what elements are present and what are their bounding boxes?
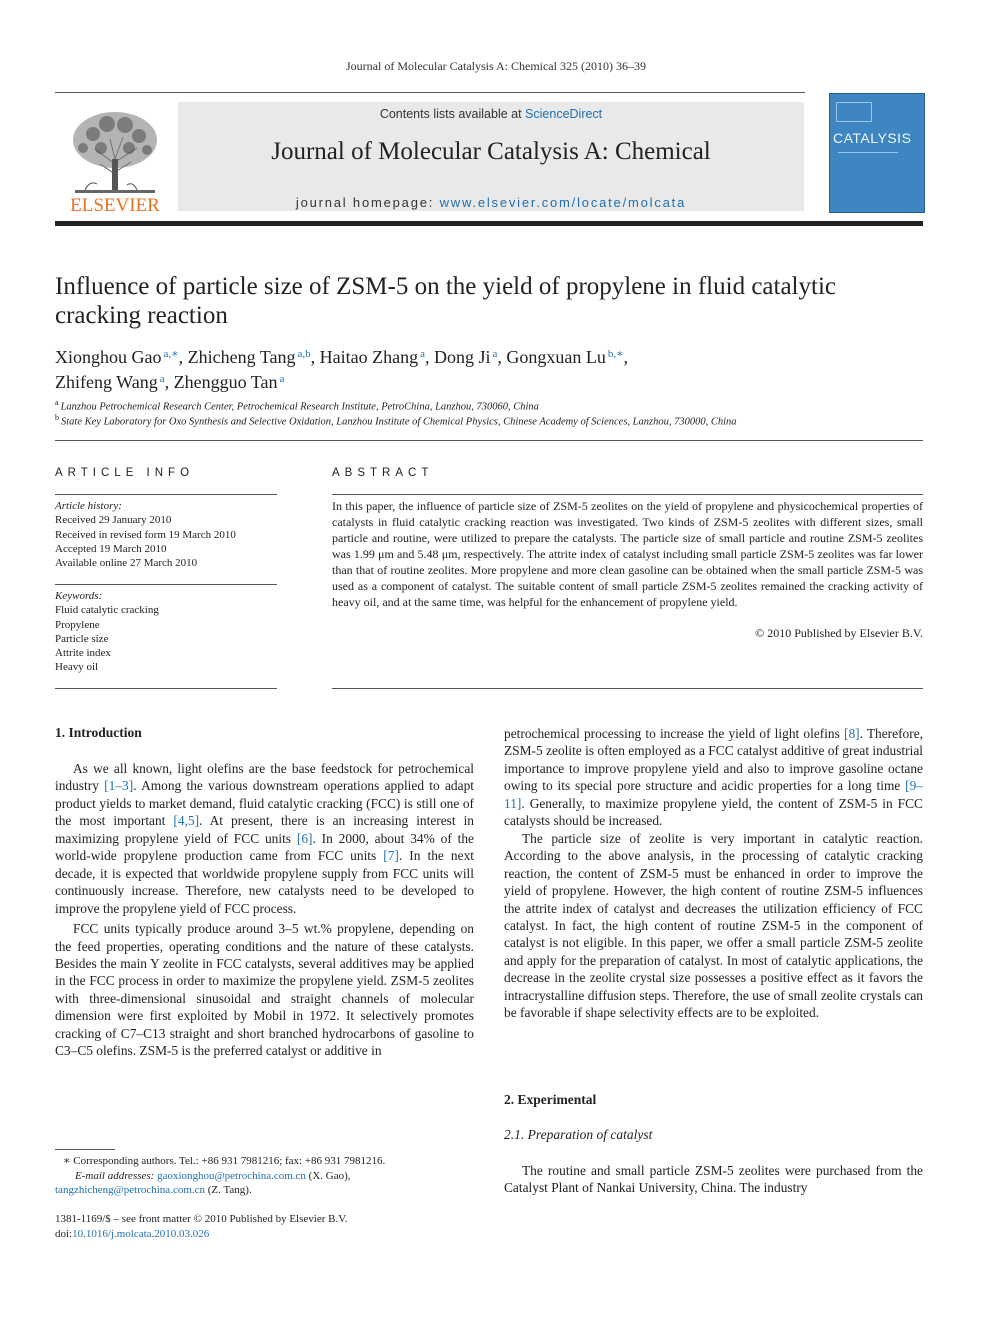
author-name: Zhengguo Tan [173, 372, 278, 392]
email-owner: (Z. Tang). [205, 1184, 252, 1196]
article-history [55, 499, 277, 570]
authors-line-1 [55, 343, 923, 368]
text-run: . In 2000, about 34% of the world-wide propylene production came from FCC units [55, 830, 474, 864]
footnote-line-2 [55, 1169, 475, 1184]
issn-line: 1381-1169/$ – see front matter © 2010 Published by Elsevier B.V. [55, 1213, 348, 1225]
elsevier-tree-icon [55, 104, 175, 214]
introduction-body [55, 760, 474, 1060]
affiliation-text: State Key Laboratory for Oxo Synthesis and Selective Oxidation, Lanzhou Institute of Chemical Physics, Chinese Academy of Sciences, Lanzhou, 730000, China [61, 416, 737, 428]
author-affil-mark[interactable]: b,∗ [607, 348, 624, 360]
author-sep: , [178, 347, 188, 367]
affiliation-rule [55, 440, 923, 441]
intro-paragraph-3 [504, 725, 923, 830]
article-title: Influence of particle size of ZSM-5 on the yield of propylene in fluid catalytic cracking reaction [55, 273, 836, 329]
author-name: Xionghou Gao [55, 347, 162, 367]
keyword: Heavy oil [55, 661, 99, 674]
text-run: As we all known, light olefins are the base feedstock for petrochemical industry [55, 761, 474, 794]
article-info-bottom-rule [55, 688, 277, 689]
corresponding-author-footnote [55, 1154, 475, 1198]
contents-prefix: Contents lists available at [379, 107, 526, 121]
author-affil-mark[interactable]: a [492, 348, 498, 360]
elsevier-wordmark: ELSEVIER [70, 195, 160, 214]
history-accepted: Accepted 19 March 2010 [55, 542, 167, 555]
author-affil-mark[interactable]: a,b [297, 348, 311, 360]
abstract-rule [332, 494, 923, 495]
journal-name: Journal of Molecular Catalysis A: Chemical [271, 138, 711, 165]
affiliation-text: Lanzhou Petrochemical Research Center, Petrochemical Research Institute, PetroChina, Lanzhou, 730060, China [60, 401, 539, 413]
author-list [55, 343, 923, 393]
abstract-text: In this paper, the influence of particle size of ZSM-5 zeolites on the yield of propylene and physicochemical properties of catalysts in fluid catalytic cracking reaction was investigated. Two kinds of ZSM-5 zeolites with different sizes, small particle and routine, were utilized to prepare the catalysts. The particle size of small particle and routine ZSM-5 zeolites was 1.99 μm and 5.48 μm, respectively. The attrite index of catalyst including small particle ZSM-5 zeolites was far lower than that of routine zeolites. More propylene and more clean gasoline can be obtained when the small particle ZSM-5 was used as a component of catalyst. The suitable content of small particle ZSM-5 zeolites remained the cracking activity of heavy oil, and at the same time, was helpful for the enhancement of propylene yield. [332, 499, 923, 609]
author-affil-mark[interactable]: a [159, 373, 165, 385]
doi-prefix: doi: [55, 1227, 73, 1240]
article-info-heading: ARTICLE INFO [55, 467, 195, 479]
history-received: Received 29 January 2010 [55, 514, 172, 527]
section-experimental-title: 2. Experimental [504, 1092, 597, 1107]
journal-cover [829, 93, 925, 213]
author-name: Gongxuan Lu [506, 347, 606, 367]
text-run: petrochemical processing to increase the yield of light olefins [504, 726, 844, 741]
keywords-rule [55, 584, 277, 585]
footnote-line-1: ∗ Corresponding authors. Tel.: +86 931 7981216; fax: +86 931 7981216. [63, 1155, 386, 1167]
doi-line [55, 1227, 348, 1242]
history-revised: Received in revised form 19 March 2010 [55, 528, 236, 541]
email-link[interactable]: gaoxionghou@petrochina.com.cn [157, 1169, 306, 1182]
cover-divider [838, 152, 898, 153]
authors-line-2 [55, 368, 923, 393]
homepage-prefix: journal homepage: [295, 195, 440, 210]
author-affil-mark[interactable]: a,∗ [163, 348, 179, 360]
citation-link[interactable]: [1–3] [104, 778, 134, 794]
preparation-body [504, 1162, 923, 1197]
text-run: . Among the various downstream operations applied to adapt product yields to market demand, fluid catalytic cracking (FCC) is still one of the most important [55, 778, 474, 829]
footnote-line-3 [55, 1183, 475, 1198]
abstract-heading: ABSTRACT [332, 467, 434, 479]
citation-link[interactable]: [7] [383, 848, 399, 864]
affiliation-b [55, 413, 923, 428]
masthead-rule [55, 221, 923, 226]
homepage-link[interactable]: www.elsevier.com/locate/molcata [439, 195, 687, 210]
keyword: Attrite index [55, 647, 111, 660]
email-label: E-mail addresses: [75, 1169, 158, 1182]
running-head: Journal of Molecular Catalysis A: Chemical 325 (2010) 36–39 [346, 59, 646, 73]
text-run: . Generally, to maximize propylene yield, the content of ZSM-5 in FCC catalysts should be increased. [504, 795, 923, 829]
cover-emblem-icon [836, 102, 872, 122]
footnote-rule [55, 1149, 115, 1150]
author-name: Zhicheng Tang [187, 347, 296, 367]
text-run: . In the next decade, it is expected that worldwide propylene supply from FCC units will continuously increase. Therefore, new catalysts need to be developed to improve the propylene yield of FCC process. [55, 848, 474, 916]
citation-link[interactable]: [8] [843, 726, 860, 741]
citation-link[interactable]: [6] [296, 830, 313, 846]
journal-banner [178, 102, 804, 211]
author-sep: , [164, 372, 174, 392]
author-name: Zhifeng Wang [55, 372, 158, 392]
email-owner: (X. Gao), [305, 1169, 351, 1182]
history-label: Article history: [55, 500, 122, 512]
preparation-paragraph: The routine and small particle ZSM-5 zeolites were purchased from the Catalyst Plant of Nankai University, China. The industry [504, 1163, 923, 1196]
author-name: Haitao Zhang [319, 347, 419, 367]
contents-line [178, 107, 804, 121]
article-info-rule [55, 494, 277, 495]
affiliation-mark: a [55, 398, 59, 407]
affiliation-a [55, 398, 923, 413]
intro-paragraph-2: FCC units typically produce around 3–5 wt.% propylene, depending on the feed properties, operating conditions and the nature of these catalysts. Besides the main Y zeolite in FCC catalysts, several additives may be applied in the FCC process in order to maximize the propylene yield. ZSM-5 zeolites with three-dimensional sinusoidal and straight channels of molecular dimension were first exploited by Mobil in 1972. It selectively promotes cracking of C7–C13 straight and short branched hydrocarbons of gasoline to C3–C5 olefins. ZSM-5 is the preferred catalyst or additive in [55, 921, 474, 1059]
section-introduction-title: 1. Introduction [55, 725, 142, 740]
citation-link[interactable]: [4,5] [173, 813, 200, 829]
doi-link[interactable]: 10.1016/j.molcata.2010.03.026 [72, 1227, 210, 1240]
subsection-preparation-title: 2.1. Preparation of catalyst [504, 1127, 653, 1142]
history-online: Available online 27 March 2010 [55, 557, 198, 570]
keywords [55, 589, 277, 675]
author-affil-mark[interactable]: a [279, 373, 285, 385]
right-column-body [504, 725, 923, 1022]
elsevier-logo [55, 104, 175, 214]
author-name: Dong Ji [434, 347, 491, 367]
author-sep: , [310, 347, 320, 367]
author-sep: , [425, 347, 434, 367]
keyword: Propylene [55, 618, 100, 631]
author-sep: , [497, 347, 507, 367]
keyword: Fluid catalytic cracking [55, 604, 159, 617]
affiliation-mark: b [55, 413, 59, 422]
citation-link[interactable]: [9–11] [504, 778, 923, 811]
header-rule [55, 92, 805, 93]
keywords-label: Keywords: [55, 590, 103, 602]
journal-homepage [178, 195, 804, 210]
author-sep: , [623, 347, 629, 367]
text-run: . At present, there is an increasing interest in maximizing propylene yield of FCC units [55, 813, 474, 846]
abstract-copyright: © 2010 Published by Elsevier B.V. [755, 626, 923, 640]
author-affil-mark[interactable]: a [420, 348, 425, 360]
text-run: . Therefore, ZSM-5 zeolite is often employed as a FCC catalyst additive of great industrial importance to improve propylene yield and also to improve gasoline octane owing to its special pore structure and acidic properties for a long time [504, 726, 923, 794]
abstract-bottom-rule [332, 688, 923, 689]
intro-paragraph-1 [55, 760, 474, 917]
sciencedirect-link[interactable]: ScienceDirect [525, 107, 603, 121]
front-matter [55, 1212, 348, 1241]
keyword: Particle size [55, 632, 109, 645]
intro-paragraph-4: The particle size of zeolite is very important in catalytic reaction. According to the above analysis, in the processing of catalytic cracking reaction, the content of ZSM-5 must be enhanced in order to improve the yield of propylene. However, the high content of routine ZSM-5 influences the attrite index of catalyst and decreases the utilization efficiency of FCC catalyst. In fact, the high content of routine ZSM-5 in the component of catalyst is not eligible. In this paper, we offer a small particle ZSM-5 zeolite and apply for the preparation of catalyst. In most of catalytic applications, the decrease in the zeolite crystal size possesses a positive effect as it favors the intracrystalline diffusion steps. Therefore, the use of small zeolite crystals can be favorable if shape selectivity effects are to be exploited. [504, 830, 923, 1021]
cover-title: CATALYSIS [833, 130, 912, 146]
email-link[interactable]: tangzhicheng@petrochina.com.cn [55, 1184, 206, 1196]
